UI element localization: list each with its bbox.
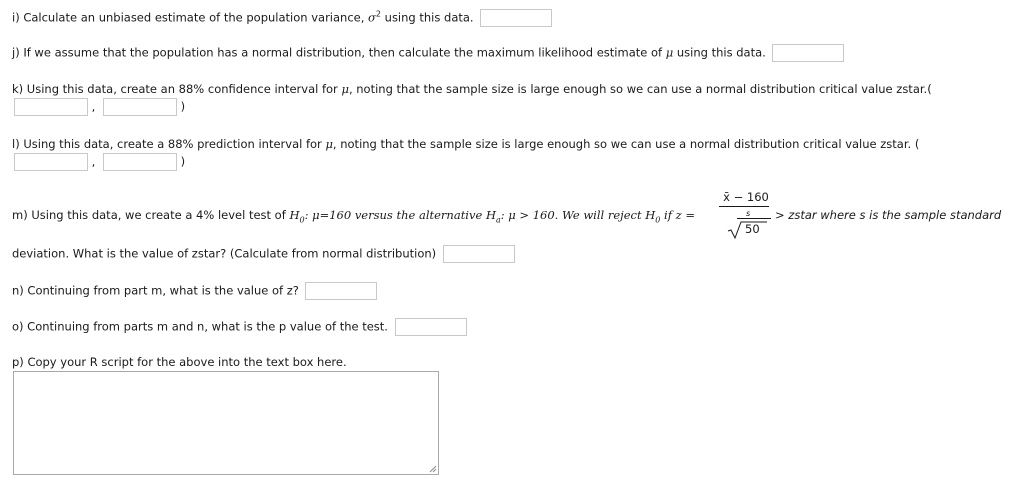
ci-upper-input[interactable] [103,98,177,116]
answer-o-input[interactable] [395,318,467,336]
question-m-line2-text: deviation. What is the value of zstar? (Calculate from normal distribution) [12,246,437,261]
close-paren: ) [180,154,186,169]
question-i-tail: using this data. [384,10,474,25]
h0-symbol: $H_0$: μ=160 [289,208,352,225]
question-m-post [775,208,1001,222]
sigma-symbol: σ [368,10,376,25]
answer-j-input[interactable] [772,44,844,62]
reject-text: We will reject [561,208,642,222]
question-l-tail: , noting that the sample size is large enough so we can use a normal distribution critical value zstar. ( [332,137,920,151]
question-k-text: k) Using this data, create an 88% confidence interval for [12,82,338,96]
answer-m-input[interactable] [443,245,515,263]
z-statistic-fraction [717,190,773,240]
comma: , [91,99,96,114]
ci-inputs [14,98,185,116]
ci-lower-input[interactable] [14,98,88,116]
mu-symbol: μ [325,137,333,151]
question-o [12,318,467,336]
pi-inputs [14,153,185,171]
question-j-tail: using this data. [676,45,766,60]
sqrt-radicand: 50 [745,222,760,236]
question-m-pre: m) Using this data, we create a 4% level test of [12,208,286,222]
h0b-symbol: $H_0$ [645,208,661,225]
mu-symbol: μ [665,45,674,60]
question-n [12,282,377,300]
ha-symbol: $H_a$: μ > 160. [485,208,559,225]
exponent: 2 [375,9,381,19]
resize-grip-icon[interactable] [428,464,437,473]
mu-symbol: μ [341,82,349,96]
versus-text: versus the alternative [354,208,483,222]
question-k [12,82,932,96]
fraction-bar [719,206,769,207]
fraction-numerator: x̄ − 160 [723,190,769,204]
question-j-text: j) If we assume that the population has a normal distribution, then calculate the maximum likelihood estimate of [12,45,663,60]
question-p-text: p) Copy your R script for the above into the text box here. [12,355,347,369]
question-p [12,355,347,369]
answer-n-input[interactable] [305,282,377,300]
question-k-tail: , noting that the sample size is large enough so we can use a normal distribution critical value zstar.( [348,82,932,96]
question-m [12,208,695,224]
question-n-text: n) Continuing from part m, what is the value of z? [12,283,299,298]
pi-upper-input[interactable] [103,153,177,171]
comma: , [91,154,96,169]
question-i [12,9,552,27]
question-j [12,44,844,62]
question-l-text: l) Using this data, create a 88% prediction interval for [12,137,322,151]
question-l [12,137,919,151]
zstar-condition: > zstar where s is the sample standard [775,208,1002,222]
close-paren: ) [180,99,186,114]
if-z-text: if z = [664,208,695,222]
question-m-line2 [12,245,515,263]
answer-i-input[interactable] [480,9,552,27]
question-i-text: i) Calculate an unbiased estimate of the population variance, [12,10,365,25]
question-o-text: o) Continuing from parts m and n, what is the p value of the test. [12,319,388,334]
sqrt-divider [737,218,771,219]
denominator-s: s [746,209,751,218]
r-script-textarea[interactable] [13,371,439,475]
pi-lower-input[interactable] [14,153,88,171]
